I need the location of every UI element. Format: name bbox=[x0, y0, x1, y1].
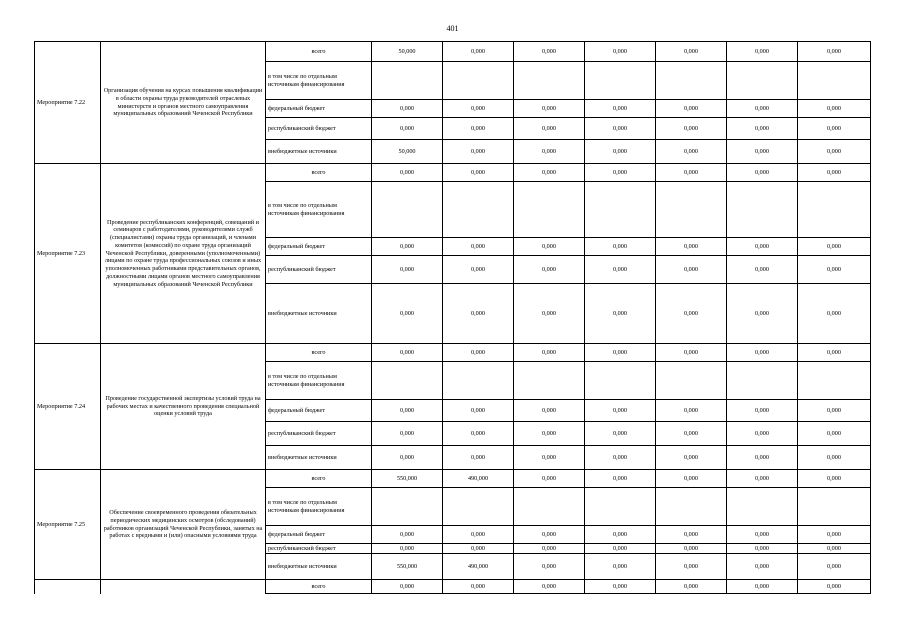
funding-value: 550,000 bbox=[372, 554, 443, 580]
funding-value: 0,000 bbox=[585, 256, 656, 284]
funding-value bbox=[585, 362, 656, 400]
funding-value: 0,000 bbox=[585, 446, 656, 470]
funding-value: 0,000 bbox=[514, 118, 585, 140]
funding-category-extra-budgetary: внебюджетные источники bbox=[266, 140, 372, 164]
funding-value: 0,000 bbox=[656, 400, 727, 422]
funding-value: 0,000 bbox=[727, 422, 798, 446]
funding-value: 0,000 bbox=[656, 256, 727, 284]
funding-value bbox=[656, 182, 727, 238]
activity-description: Проведение республиканских конференций, совещаний и семинаров с работодателями, руководителями служб (специалистами) охраны труда организаций, и членами комитетов (комиссий) по охране труда организаций Чеченской Республики, доверенными (уполномоченными) лицами по охране труда профессиональных союзов и иных уполномоченных работниками представительных органов, должностными лицами органов местного самоуправления муниципальных образований Чеченской Республики bbox=[101, 164, 266, 344]
funding-category-extra-budgetary: внебюджетные источники bbox=[266, 554, 372, 580]
funding-value: 0,000 bbox=[727, 118, 798, 140]
funding-value bbox=[727, 182, 798, 238]
activity-description: Обеспечение своевременного проведения обязательных периодических медицинских осмотров (обследований) работников организаций Чеченской Республики, занятых на работах с вредными и (или) опасными условиями труда bbox=[101, 470, 266, 580]
funding-category-republican-budget: республиканский бюджет bbox=[266, 256, 372, 284]
funding-value: 0,000 bbox=[443, 526, 514, 544]
funding-value: 0,000 bbox=[372, 400, 443, 422]
funding-value: 0,000 bbox=[656, 344, 727, 362]
funding-value bbox=[585, 488, 656, 526]
funding-value: 0,000 bbox=[727, 284, 798, 344]
funding-value: 0,000 bbox=[656, 554, 727, 580]
funding-category-total: всего bbox=[266, 470, 372, 488]
funding-value: 0,000 bbox=[727, 526, 798, 544]
funding-value: 0,000 bbox=[443, 284, 514, 344]
funding-value: 0,000 bbox=[656, 100, 727, 118]
funding-value: 0,000 bbox=[727, 400, 798, 422]
activity-code: Мероприятие 7.23 bbox=[35, 164, 101, 344]
funding-category-incl-sources: в том числе по отдельным источникам финансирования bbox=[266, 488, 372, 526]
funding-value: 0,000 bbox=[585, 554, 656, 580]
funding-value bbox=[443, 182, 514, 238]
funding-value: 0,000 bbox=[514, 256, 585, 284]
funding-value: 0,000 bbox=[798, 554, 871, 580]
funding-value: 0,000 bbox=[585, 470, 656, 488]
funding-value: 0,000 bbox=[727, 256, 798, 284]
activity-code bbox=[35, 580, 101, 594]
funding-value bbox=[443, 362, 514, 400]
funding-value bbox=[798, 362, 871, 400]
funding-category-extra-budgetary: внебюджетные источники bbox=[266, 446, 372, 470]
funding-value: 0,000 bbox=[727, 470, 798, 488]
funding-value: 0,000 bbox=[727, 100, 798, 118]
table-row bbox=[35, 164, 871, 182]
funding-value: 0,000 bbox=[727, 554, 798, 580]
funding-value bbox=[514, 488, 585, 526]
funding-value: 0,000 bbox=[443, 422, 514, 446]
funding-value: 0,000 bbox=[585, 526, 656, 544]
funding-value: 0,000 bbox=[798, 164, 871, 182]
funding-value bbox=[443, 62, 514, 100]
funding-value: 0,000 bbox=[798, 470, 871, 488]
activity-description bbox=[101, 580, 266, 594]
funding-value: 0,000 bbox=[727, 238, 798, 256]
funding-value: 0,000 bbox=[656, 140, 727, 164]
funding-value: 0,000 bbox=[443, 256, 514, 284]
funding-category-total: всего bbox=[266, 580, 372, 594]
funding-value bbox=[514, 182, 585, 238]
funding-value: 0,000 bbox=[727, 164, 798, 182]
funding-value bbox=[656, 62, 727, 100]
funding-value: 0,000 bbox=[443, 580, 514, 594]
funding-value: 0,000 bbox=[656, 446, 727, 470]
funding-value: 0,000 bbox=[514, 554, 585, 580]
table-row bbox=[35, 42, 871, 62]
funding-value: 0,000 bbox=[656, 422, 727, 446]
table-row bbox=[35, 344, 871, 362]
funding-value: 0,000 bbox=[514, 100, 585, 118]
funding-value: 0,000 bbox=[656, 42, 727, 62]
funding-value: 0,000 bbox=[656, 238, 727, 256]
funding-value: 0,000 bbox=[514, 344, 585, 362]
funding-value: 0,000 bbox=[656, 118, 727, 140]
funding-value: 0,000 bbox=[443, 446, 514, 470]
funding-value: 0,000 bbox=[443, 42, 514, 62]
funding-value: 0,000 bbox=[372, 580, 443, 594]
funding-value: 0,000 bbox=[514, 140, 585, 164]
funding-value bbox=[372, 362, 443, 400]
funding-value: 0,000 bbox=[372, 284, 443, 344]
funding-value bbox=[798, 488, 871, 526]
funding-category-incl-sources: в том числе по отдельным источникам финансирования bbox=[266, 362, 372, 400]
activity-description: Организация обучения на курсах повышения квалификации в области охраны труда руководителей отраслевых министерств и органов местного самоуправления муниципальных образований Чеченской Республики bbox=[101, 42, 266, 164]
funding-value: 0,000 bbox=[514, 400, 585, 422]
funding-value: 50,000 bbox=[372, 140, 443, 164]
funding-value: 0,000 bbox=[656, 526, 727, 544]
funding-table-body bbox=[35, 42, 871, 594]
funding-value: 0,000 bbox=[585, 42, 656, 62]
funding-value: 0,000 bbox=[514, 238, 585, 256]
funding-value: 0,000 bbox=[585, 544, 656, 554]
funding-value: 0,000 bbox=[727, 140, 798, 164]
funding-value: 0,000 bbox=[443, 344, 514, 362]
activity-code: Мероприятие 7.25 bbox=[35, 470, 101, 580]
funding-value bbox=[372, 182, 443, 238]
activity-code: Мероприятие 7.22 bbox=[35, 42, 101, 164]
funding-value: 0,000 bbox=[798, 400, 871, 422]
funding-value: 0,000 bbox=[727, 344, 798, 362]
funding-value bbox=[656, 488, 727, 526]
funding-value: 0,000 bbox=[798, 526, 871, 544]
funding-value: 0,000 bbox=[443, 100, 514, 118]
funding-value: 0,000 bbox=[585, 284, 656, 344]
funding-value: 0,000 bbox=[798, 422, 871, 446]
funding-table bbox=[34, 41, 871, 594]
funding-value bbox=[514, 362, 585, 400]
funding-value: 0,000 bbox=[798, 238, 871, 256]
table-row bbox=[35, 470, 871, 488]
funding-value: 0,000 bbox=[372, 446, 443, 470]
funding-value bbox=[372, 62, 443, 100]
funding-category-republican-budget: республиканский бюджет bbox=[266, 544, 372, 554]
funding-value: 0,000 bbox=[585, 100, 656, 118]
funding-category-total: всего bbox=[266, 344, 372, 362]
funding-value: 0,000 bbox=[514, 544, 585, 554]
funding-value: 0,000 bbox=[798, 100, 871, 118]
funding-value: 0,000 bbox=[727, 42, 798, 62]
funding-value: 0,000 bbox=[798, 140, 871, 164]
funding-category-federal-budget: федеральный бюджет bbox=[266, 238, 372, 256]
funding-value: 0,000 bbox=[443, 400, 514, 422]
funding-value: 0,000 bbox=[514, 422, 585, 446]
funding-value: 490,000 bbox=[443, 470, 514, 488]
funding-value: 0,000 bbox=[443, 238, 514, 256]
funding-value bbox=[798, 182, 871, 238]
funding-category-incl-sources: в том числе по отдельным источникам финансирования bbox=[266, 62, 372, 100]
funding-value: 0,000 bbox=[798, 544, 871, 554]
funding-value: 0,000 bbox=[798, 284, 871, 344]
funding-value: 0,000 bbox=[798, 580, 871, 594]
funding-value: 0,000 bbox=[443, 118, 514, 140]
funding-value: 0,000 bbox=[514, 284, 585, 344]
funding-value: 0,000 bbox=[443, 544, 514, 554]
funding-value: 0,000 bbox=[585, 422, 656, 446]
funding-value bbox=[727, 362, 798, 400]
activity-description: Проведение государственной экспертизы условий труда на рабочих местах и качественного проведения специальной оценки условий труда bbox=[101, 344, 266, 470]
funding-value: 0,000 bbox=[798, 118, 871, 140]
funding-value: 0,000 bbox=[798, 42, 871, 62]
funding-value bbox=[585, 62, 656, 100]
funding-value bbox=[727, 488, 798, 526]
funding-value: 0,000 bbox=[656, 544, 727, 554]
funding-value: 0,000 bbox=[514, 580, 585, 594]
funding-category-federal-budget: федеральный бюджет bbox=[266, 100, 372, 118]
funding-value: 0,000 bbox=[585, 118, 656, 140]
funding-value: 0,000 bbox=[727, 446, 798, 470]
funding-value: 0,000 bbox=[727, 580, 798, 594]
page-number: 401 bbox=[446, 24, 459, 33]
funding-value: 0,000 bbox=[798, 446, 871, 470]
funding-value: 0,000 bbox=[514, 526, 585, 544]
funding-value bbox=[656, 362, 727, 400]
funding-value: 0,000 bbox=[372, 344, 443, 362]
funding-value: 0,000 bbox=[585, 238, 656, 256]
funding-value: 0,000 bbox=[656, 580, 727, 594]
funding-value: 0,000 bbox=[372, 422, 443, 446]
funding-category-total: всего bbox=[266, 164, 372, 182]
funding-value bbox=[727, 62, 798, 100]
funding-value: 0,000 bbox=[585, 580, 656, 594]
funding-value: 0,000 bbox=[585, 344, 656, 362]
funding-value: 0,000 bbox=[514, 42, 585, 62]
funding-value: 0,000 bbox=[372, 544, 443, 554]
funding-value: 0,000 bbox=[443, 164, 514, 182]
funding-value bbox=[585, 182, 656, 238]
funding-value: 0,000 bbox=[585, 140, 656, 164]
funding-value: 0,000 bbox=[514, 446, 585, 470]
funding-value: 0,000 bbox=[585, 400, 656, 422]
funding-value: 550,000 bbox=[372, 470, 443, 488]
funding-category-federal-budget: федеральный бюджет bbox=[266, 400, 372, 422]
funding-value: 0,000 bbox=[798, 256, 871, 284]
funding-value: 50,000 bbox=[372, 42, 443, 62]
funding-value: 0,000 bbox=[514, 470, 585, 488]
funding-value: 0,000 bbox=[372, 100, 443, 118]
funding-value: 0,000 bbox=[372, 526, 443, 544]
funding-value: 0,000 bbox=[372, 256, 443, 284]
funding-value: 0,000 bbox=[798, 344, 871, 362]
funding-value bbox=[798, 62, 871, 100]
funding-value: 490,000 bbox=[443, 554, 514, 580]
funding-value: 0,000 bbox=[585, 164, 656, 182]
funding-value: 0,000 bbox=[372, 238, 443, 256]
funding-category-federal-budget: федеральный бюджет bbox=[266, 526, 372, 544]
funding-category-incl-sources: в том числе по отдельным источникам финансирования bbox=[266, 182, 372, 238]
funding-value bbox=[372, 488, 443, 526]
funding-value: 0,000 bbox=[656, 470, 727, 488]
funding-value: 0,000 bbox=[443, 140, 514, 164]
funding-category-republican-budget: республиканский бюджет bbox=[266, 422, 372, 446]
funding-value: 0,000 bbox=[372, 164, 443, 182]
funding-category-total: всего bbox=[266, 42, 372, 62]
funding-value bbox=[443, 488, 514, 526]
funding-category-extra-budgetary: внебюджетные источники bbox=[266, 284, 372, 344]
table-row bbox=[35, 580, 871, 594]
funding-category-republican-budget: республиканский бюджет bbox=[266, 118, 372, 140]
funding-value: 0,000 bbox=[514, 164, 585, 182]
funding-value: 0,000 bbox=[656, 284, 727, 344]
funding-value: 0,000 bbox=[727, 544, 798, 554]
funding-value: 0,000 bbox=[656, 164, 727, 182]
funding-value: 0,000 bbox=[372, 118, 443, 140]
activity-code: Мероприятие 7.24 bbox=[35, 344, 101, 470]
funding-value bbox=[514, 62, 585, 100]
